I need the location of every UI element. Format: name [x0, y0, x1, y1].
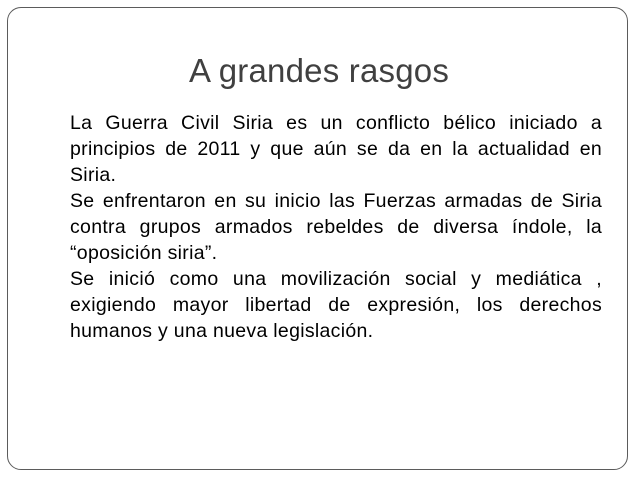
- bullet-item-1: [70, 110, 602, 188]
- bullet-text: Se inició como una movilización social y mediática , exigiendo mayor libertad de expresión, los derechos humanos y una nueva legislación.: [70, 268, 602, 342]
- bullet-item-2: [70, 188, 602, 266]
- slide-title: A grandes rasgos: [188, 52, 450, 89]
- bullet-item-3: [70, 266, 602, 344]
- bullet-text: Se enfrentaron en su inicio las Fuerzas armadas de Siria contra grupos armados rebeldes de diversa índole, la “oposición siria”.: [70, 190, 602, 264]
- bullet-text: La Guerra Civil Siria es un conflicto bélico iniciado a principios de 2011 y que aún se da en la actualidad en Siria.: [70, 112, 602, 186]
- bullet-list: [70, 110, 602, 344]
